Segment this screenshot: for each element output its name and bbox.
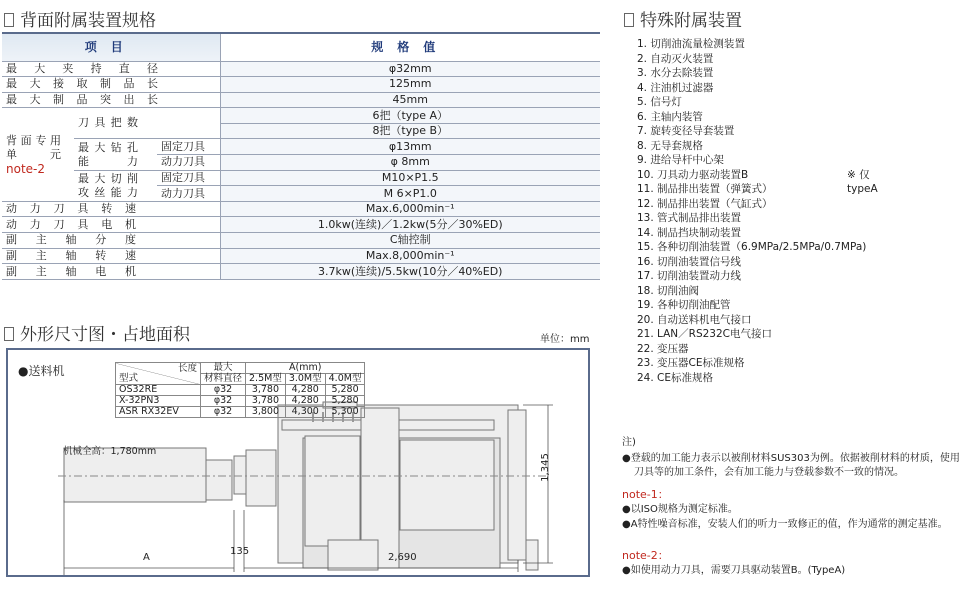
row-label: 最大制品突出长 xyxy=(6,92,158,106)
dim-2690: 2,690 xyxy=(388,552,417,563)
option-item: 20. 自动送料机电气接口 xyxy=(637,313,752,326)
row-value: C轴控制 xyxy=(220,233,600,249)
note-text: 刀具等的加工条件，会有加工能力与登载参数不一致的情况。 xyxy=(634,467,904,478)
row-label: 动力刀具电机 xyxy=(6,217,136,231)
machine-height: 机械全高：1,780mm xyxy=(63,446,157,457)
checkbox-icon xyxy=(4,327,14,341)
option-item: 7. 旋转变径导套装置 xyxy=(637,125,735,137)
option-item: 18. 切削油阀 xyxy=(637,284,700,297)
note-2-link: note-2 xyxy=(6,161,45,176)
options-section-title: 特殊附属装置 xyxy=(624,6,742,31)
row-value: Max.6,000min⁻¹ xyxy=(220,201,600,217)
type-a-only-note: ※ 仅typeA xyxy=(847,168,878,195)
notes-head: 注) xyxy=(622,437,636,448)
table-row: X-32PN3 φ32 3,780 4,280 5,280 xyxy=(116,396,365,407)
dim-135: 135 xyxy=(230,546,250,557)
row-label: 副主轴分度 xyxy=(6,233,136,247)
option-item: 1. 切削油流量检测装置 xyxy=(637,38,745,50)
checkbox-icon xyxy=(4,13,14,27)
note-2-heading: note-2： xyxy=(622,549,669,562)
live-tool-label: 动力刀具 xyxy=(157,186,220,202)
table-row: ASR RX32EV φ32 3,800 4,300 5,300 xyxy=(116,407,365,418)
fixed-tool-label: 固定刀具 xyxy=(157,139,220,155)
option-item: 8. 无导套规格 xyxy=(637,139,703,152)
option-item: 22. 变压器 xyxy=(637,342,689,355)
row-value: 1.0kw(连续)／1.2kw(5分／30%ED) xyxy=(220,217,600,233)
feeder-length-table: 长度 型式 最大 A(mm) 材料直径 2.5M型 3.0M型 4.0M型 OS32RE φ32 3,780 4,280 5,280 X-32PN3 φ32 3,780 4,280 5,280 ASR RX32EV φ32 3,800 4,300 5,300 xyxy=(115,362,365,418)
option-item: 21. LAN／RS232C电气接口 xyxy=(637,328,772,340)
option-item: 12. 制品排出装置（气缸式） xyxy=(637,197,773,210)
note-text: ●登载的加工能力表示以被削材料SUS303为例。依据被削材料的材质，使用 xyxy=(622,453,960,464)
row-value: 6把（type A） xyxy=(220,108,600,124)
row-label: 最大夹持直径 xyxy=(6,61,158,75)
note-text: ●A特性噪音标准，安装人们的听力一致修正的值，作为通常的测定基准。 xyxy=(622,519,948,530)
header-value: 规格值 xyxy=(220,33,600,61)
row-value: 125mm xyxy=(220,77,600,93)
live-tool-label: 动力刀具 xyxy=(157,155,220,171)
row-value: φ13mm xyxy=(220,139,600,155)
dim-a: A xyxy=(143,552,150,563)
option-item: 6. 主轴内装管 xyxy=(637,110,703,123)
option-item: 10. 刀具动力驱动装置B xyxy=(637,168,749,181)
option-item: 11. 制品排出装置（弹簧式） xyxy=(637,183,773,195)
note-text: ●如使用动力刀具，需要刀具驱动装置B。(TypeA) xyxy=(622,565,846,576)
dim-1345: 1,345 xyxy=(539,453,551,482)
spec-table: 项目 规格值 最大夹持直径 φ32mm 最大接取制品长 125mm 最大制品突出长 45mm 背面专用 单 元 note-2 刀具把数 6把（type A） 8把（type B） 最大钻孔 能 力 固定刀具 φ13mm 动力刀具 φ 8mm 最大切削 攻丝能力 固定刀具 M10×P1.5 动力刀具 M 6×P1.0 动力刀具转速 Max.6,000min⁻¹ 动力刀具电机 1.0kw(连续)／1.2kw(5分／30%ED) 副主轴分度 C轴控制 副主轴转速 Max.8,000min⁻¹ 副主轴电机 3.7kw(连续)/5.5kw(10分／40%ED) xyxy=(2,32,600,280)
option-item: 23. 变压器CE标准规格 xyxy=(637,357,745,369)
option-item: 17. 切削油装置动力线 xyxy=(637,270,742,282)
option-item: 4. 注油机过滤器 xyxy=(637,81,714,94)
row-value: M 6×P1.0 xyxy=(220,186,600,202)
note-text: ●以ISO规格为测定标准。 xyxy=(622,504,738,515)
row-value: φ32mm xyxy=(220,61,600,77)
option-item: 16. 切削油装置信号线 xyxy=(637,255,742,268)
drawing-section-title: 外形尺寸图・占地面积 xyxy=(4,320,190,345)
tools-label: 刀具把数 xyxy=(78,116,138,130)
option-item: 15. 各种切削油装置（6.9MPa/2.5MPa/0.7MPa) xyxy=(637,241,867,253)
feeder-label: ●送料机 xyxy=(18,364,65,378)
unit-label: 单位：mm xyxy=(540,334,590,345)
option-item: 14. 制品挡块制动装置 xyxy=(637,226,742,239)
header-item: 项目 xyxy=(2,33,220,61)
row-label: 动力刀具转速 xyxy=(6,202,136,216)
fixed-tool-label: 固定刀具 xyxy=(157,170,220,186)
row-value: φ 8mm xyxy=(220,155,600,171)
row-value: 45mm xyxy=(220,92,600,108)
options-list xyxy=(637,37,878,385)
table-row: OS32RE φ32 3,780 4,280 5,280 xyxy=(116,385,365,396)
spec-section-title: 背面附属装置规格 xyxy=(4,6,156,31)
row-value: M10×P1.5 xyxy=(220,170,600,186)
note-1-heading: note-1： xyxy=(622,488,669,501)
option-item: 5. 信号灯 xyxy=(637,96,682,108)
option-item: 24. CE标准规格 xyxy=(637,371,714,384)
option-item: 3. 水分去除装置 xyxy=(637,67,714,79)
row-label: 最大接取制品长 xyxy=(6,77,158,91)
option-item: 19. 各种切削油配管 xyxy=(637,299,731,311)
option-item: 13. 管式制品排出装置 xyxy=(637,212,742,224)
checkbox-icon xyxy=(624,13,634,27)
row-value: Max.8,000min⁻¹ xyxy=(220,248,600,264)
row-label: 副主轴转速 xyxy=(6,248,136,262)
row-value: 3.7kw(连续)/5.5kw(10分／40%ED) xyxy=(220,264,600,280)
option-item: 2. 自动灭火装置 xyxy=(637,52,714,65)
rear-unit-label: 背面专用 单 元 note-2 xyxy=(2,108,74,202)
option-item: 9. 进给导杆中心架 xyxy=(637,154,724,166)
row-label: 副主轴电机 xyxy=(6,264,136,278)
row-value: 8把（type B） xyxy=(220,123,600,139)
